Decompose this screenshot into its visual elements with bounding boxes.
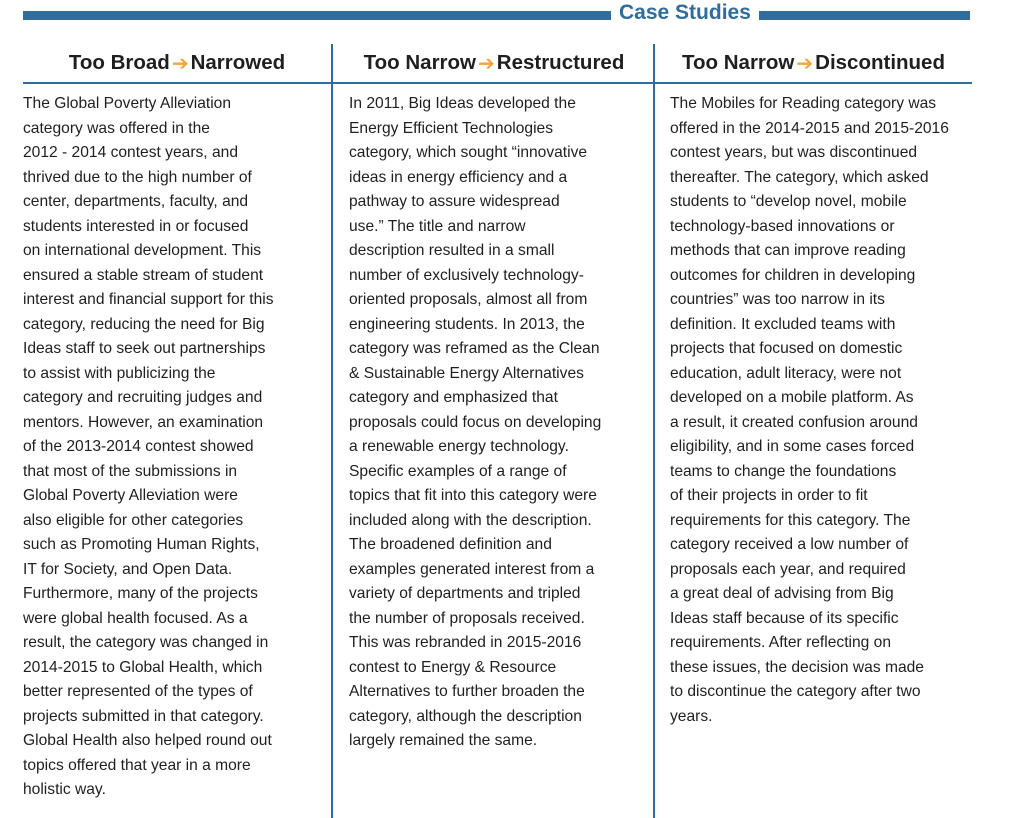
- column-body-text: The Global Poverty Alleviation category was offered in the 2012 - 2014 contest years, and thrived due to the high number of center, departments, faculty, and students interested in or focused on international development. This ensured a stable stream of student interest and financial support for this category, reducing the need for Big Ideas staff to seek out partnerships to assist with publicizing the category and recruiting judges and mentors. However, an examination of the 2013-2014 contest showed that most of the submissions in Global Poverty Alleviation were also eligible for other categories such as Promoting Human Rights, IT for Society, and Open Data. Furthermore, many of the projects were global health focused. As a result, the category was changed in 2014-2015 to Global Health, which better represented of the types of projects submitted in that category. Global Health also helped round out topics offered that year in a more holistic way.: [23, 95, 274, 798]
- case-study-too-narrow-discontinued: [653, 44, 972, 818]
- heading-from: Too Broad: [68, 51, 170, 74]
- heading-from: Too Narrow: [682, 51, 795, 74]
- column-heading: [23, 44, 331, 84]
- right-arrow-icon: ➔: [478, 52, 495, 75]
- heading-to: Discontinued: [815, 51, 945, 74]
- header-rule-left: [23, 11, 611, 20]
- right-arrow-icon: ➔: [171, 52, 189, 75]
- right-arrow-icon: ➔: [796, 52, 814, 75]
- column-body-text: In 2011, Big Ideas developed the Energy Efficient Technologies category, which sought “innovative ideas in energy efficiency and a pathway to assure widespread use.” The title and narrow description resulted in a small number of exclusively technology- oriented proposals, almost all from engineering students. In 2013, the category was reframed as the Clean & Sustainable Energy Alternatives category and emphasized that proposals could focus on developing a renewable energy technology. Specific examples of a range of topics that fit into this category were included along with the description. The broadened definition and examples generated interest from a variety of departments and tripled the number of proposals received. This was rebranded in 2015-2016 contest to Energy & Resource Alternatives to further broaden the category, although the description largely remained the same.: [349, 95, 602, 749]
- heading-to: Narrowed: [190, 51, 286, 74]
- column-body-text: The Mobiles for Reading category was offered in the 2014-2015 and 2015-2016 contest years, but was discontinued thereafter. The category, which asked students to “develop novel, mobile technology-based innovations or methods that can improve reading outcomes for children in developing countries” was too narrow in its definition. It excluded teams with projects that focused on domestic education, adult literacy, were not developed on a mobile platform. As a result, it created confusion around eligibility, and in some cases forced teams to change the foundations of their projects in order to fit requirements for this category. The category received a low number of proposals each year, and required a great deal of advising from Big Ideas staff because of its specific requirements. After reflecting on these issues, the decision was made to discontinue the category after two years.: [670, 95, 949, 725]
- heading-from: Too Narrow: [363, 51, 476, 74]
- section-header: [23, 0, 970, 26]
- case-study-columns: [23, 44, 970, 818]
- column-heading: [655, 44, 972, 84]
- header-rule-right: [759, 11, 970, 20]
- column-heading: [333, 44, 655, 84]
- case-study-too-broad-narrowed: [23, 44, 331, 818]
- section-title: Case Studies: [619, 1, 751, 24]
- heading-to: Restructured: [496, 51, 625, 74]
- case-study-too-narrow-restructured: [331, 44, 655, 818]
